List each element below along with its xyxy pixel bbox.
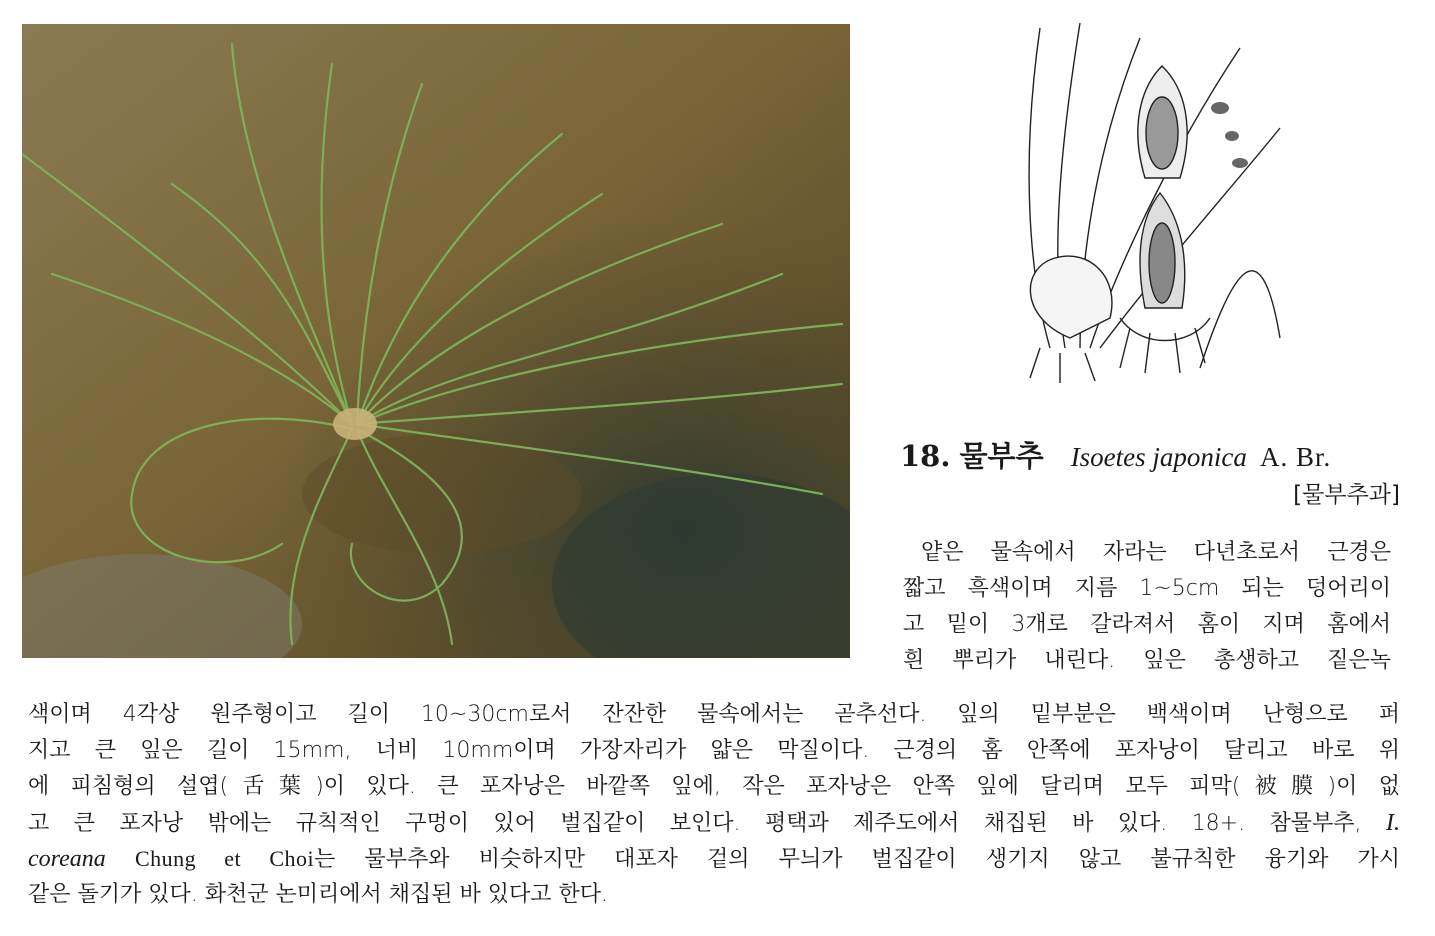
description-line-5: 색이며 4각상 원주형이고 길이 10~30cm로서 잔잔한 물속에서는 곧추선다. 잎의 밑부분은 백색이며 난형으로 퍼 bbox=[28, 702, 1400, 727]
botanical-illustration bbox=[1010, 18, 1292, 388]
species-authors: Chung et Choi bbox=[134, 846, 315, 871]
description-line-7: 에 피침형의 설엽(舌葉)이 있다. 큰 포자낭은 바깥쪽 잎에, 작은 포자낭은 안쪽 잎에 달리며 모두 피막(被膜)이 없 bbox=[28, 774, 1400, 799]
description-line-6: 지고 큰 잎은 길이 15mm, 너비 10mm이며 가장자리가 얇은 막질이다. 근경의 홈 안쪽에 포자낭이 달리고 바로 위 bbox=[28, 738, 1400, 763]
description-line-8-text: 고 큰 포자낭 밖에는 규칙적인 구멍이 있어 벌집같이 보인다. 평택과 제주도에서 채집된 바 있다. 18+. 참물부추, bbox=[28, 811, 1362, 836]
description-line-3: 고 밑이 3개로 갈라져서 홈이 지며 홈에서 bbox=[903, 612, 1391, 637]
family-name: [물부추과] bbox=[1293, 482, 1400, 508]
entry-title bbox=[900, 434, 1420, 478]
description-line-9-text: 는 물부추와 비슷하지만 대포자 겉의 무늬가 벌집같이 생기지 않고 불규칙한 융기와 가시 bbox=[314, 847, 1400, 872]
illustration-image bbox=[1010, 18, 1292, 388]
plant-photo bbox=[22, 24, 850, 658]
description-line-8 bbox=[28, 808, 1400, 840]
description-line-4: 흰 뿌리가 내린다. 잎은 총생하고 짙은녹 bbox=[903, 648, 1391, 673]
description-line-1: 얕은 물속에서 자라는 다년초로서 근경은 bbox=[921, 540, 1391, 565]
description-line-10: 같은 돌기가 있다. 화천군 논미리에서 채집된 바 있다고 한다. bbox=[28, 882, 608, 907]
description-line-2: 짧고 흑색이며 지름 1~5cm 되는 덩어리이 bbox=[903, 576, 1391, 601]
entry-number: 18. bbox=[900, 439, 951, 473]
description-line-9 bbox=[28, 844, 1400, 876]
author-abbreviation: A. Br. bbox=[1260, 442, 1332, 472]
species-epithet: coreana bbox=[28, 846, 106, 872]
scientific-name: Isoetes japonica bbox=[1070, 442, 1247, 472]
korean-name: 물부추 bbox=[959, 439, 1044, 473]
genus-abbreviation: I. bbox=[1386, 810, 1400, 836]
plant-photo-image bbox=[22, 24, 850, 658]
